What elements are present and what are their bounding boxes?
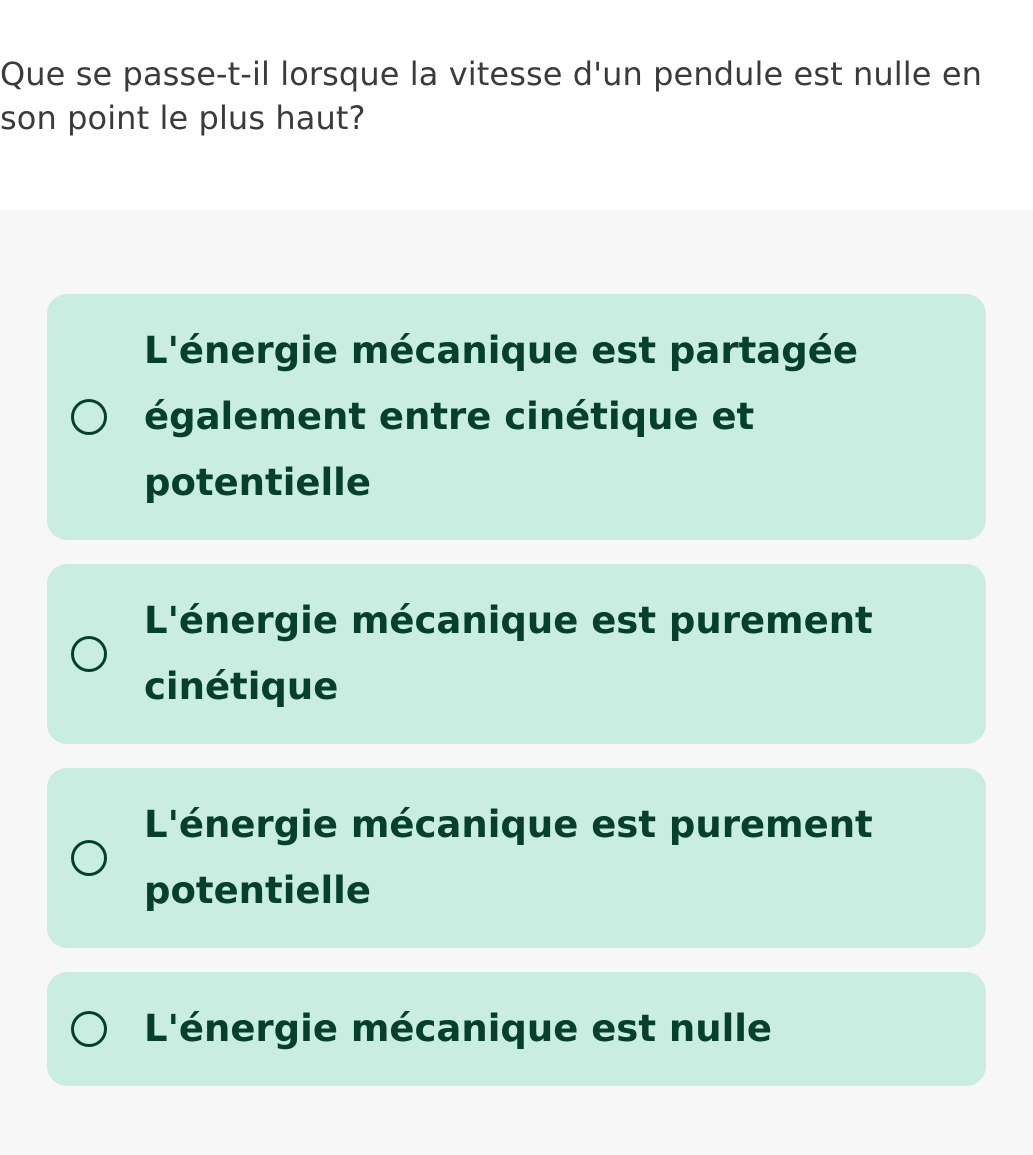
radio-button-icon[interactable]: [71, 840, 107, 876]
radio-button-icon[interactable]: [71, 636, 107, 672]
answer-option-1[interactable]: [47, 294, 986, 540]
question-text: Que se passe-t-il lorsque la vitesse d'un pendule est nulle en son point le plus haut?: [0, 55, 983, 137]
radio-button-icon[interactable]: [71, 1011, 107, 1047]
answer-options-area: [0, 210, 1033, 1155]
radio-button-icon[interactable]: [71, 399, 107, 435]
answer-option-label: L'énergie mécanique est nulle: [144, 1007, 773, 1050]
answer-option-label: L'énergie mécanique est purement potentielle: [144, 803, 873, 912]
answer-option-label: L'énergie mécanique est purement cinétique: [144, 599, 873, 708]
answer-option-4[interactable]: [47, 972, 986, 1086]
answer-option-3[interactable]: [47, 768, 986, 948]
answer-option-label: L'énergie mécanique est partagée également entre cinétique et potentielle: [144, 329, 858, 504]
answer-option-2[interactable]: [47, 564, 986, 744]
